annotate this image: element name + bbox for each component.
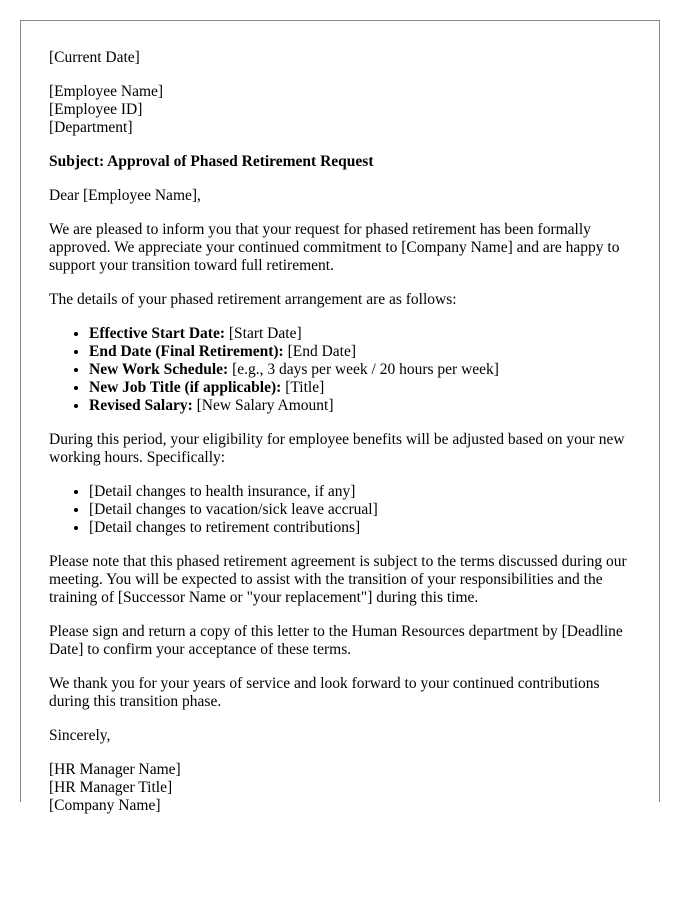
detail-value: [e.g., 3 days per week / 20 hours per week] — [228, 361, 499, 378]
detail-value: [End Date] — [283, 343, 357, 360]
salutation: Dear [Employee Name], — [49, 187, 201, 204]
thanks-paragraph: We thank you for your years of service and look forward to your continued contributions during this transition phase. — [49, 675, 600, 710]
benefits-list — [49, 483, 627, 537]
subject-line: Subject: Approval of Phased Retirement Request — [49, 153, 374, 170]
signature-title: [HR Manager Title] — [49, 779, 173, 796]
details-list — [49, 325, 627, 415]
detail-label: Effective Start Date: — [89, 325, 225, 342]
detail-label: Revised Salary: — [89, 397, 193, 414]
letter-content — [49, 49, 627, 831]
signature-name: [HR Manager Name] — [49, 761, 181, 778]
recipient-department: [Department] — [49, 119, 133, 136]
agreement-paragraph: Please note that this phased retirement agreement is subject to the terms discussed during our meeting. You will be expected to assist with the transition of your responsibilities and the training of [Successor Name or "your replacement"] during this time. — [49, 553, 627, 606]
details-intro: The details of your phased retirement arrangement are as follows: — [49, 291, 457, 308]
detail-value: [New Salary Amount] — [192, 397, 334, 414]
closing: Sincerely, — [49, 727, 111, 744]
return-request-paragraph: Please sign and return a copy of this letter to the Human Resources department by [Deadline Date] to confirm your acceptance of these terms. — [49, 623, 623, 658]
detail-value: [Title] — [281, 379, 325, 396]
date-text: [Current Date] — [49, 49, 140, 66]
recipient-block — [49, 83, 627, 137]
list-item — [89, 397, 627, 415]
detail-value: [Start Date] — [225, 325, 302, 342]
detail-label: End Date (Final Retirement): — [89, 343, 284, 360]
list-item: • [Detail changes to vacation/sick leave accrual] — [89, 501, 627, 519]
list-item: • [Detail changes to retirement contributions] — [89, 519, 627, 537]
signature-block — [49, 761, 627, 815]
recipient-name: [Employee Name] — [49, 83, 164, 100]
detail-label: New Work Schedule: — [89, 361, 229, 378]
list-item: • [Detail changes to health insurance, if any] — [89, 483, 627, 501]
signature-company: [Company Name] — [49, 797, 161, 814]
benefits-intro: During this period, your eligibility for employee benefits will be adjusted based on your new working hours. Specifically: — [49, 431, 625, 466]
list-item — [89, 361, 627, 379]
list-item — [89, 379, 627, 397]
detail-label: New Job Title (if applicable): — [89, 379, 282, 396]
letter-date — [49, 49, 627, 67]
recipient-id: [Employee ID] — [49, 101, 143, 118]
intro-paragraph: We are pleased to inform you that your request for phased retirement has been formally approved. We appreciate your continued commitment to [Company Name] and are happy to support your transition toward full retirement. — [49, 221, 620, 274]
list-item — [89, 343, 627, 361]
list-item — [89, 325, 627, 343]
letter-page — [20, 20, 660, 814]
